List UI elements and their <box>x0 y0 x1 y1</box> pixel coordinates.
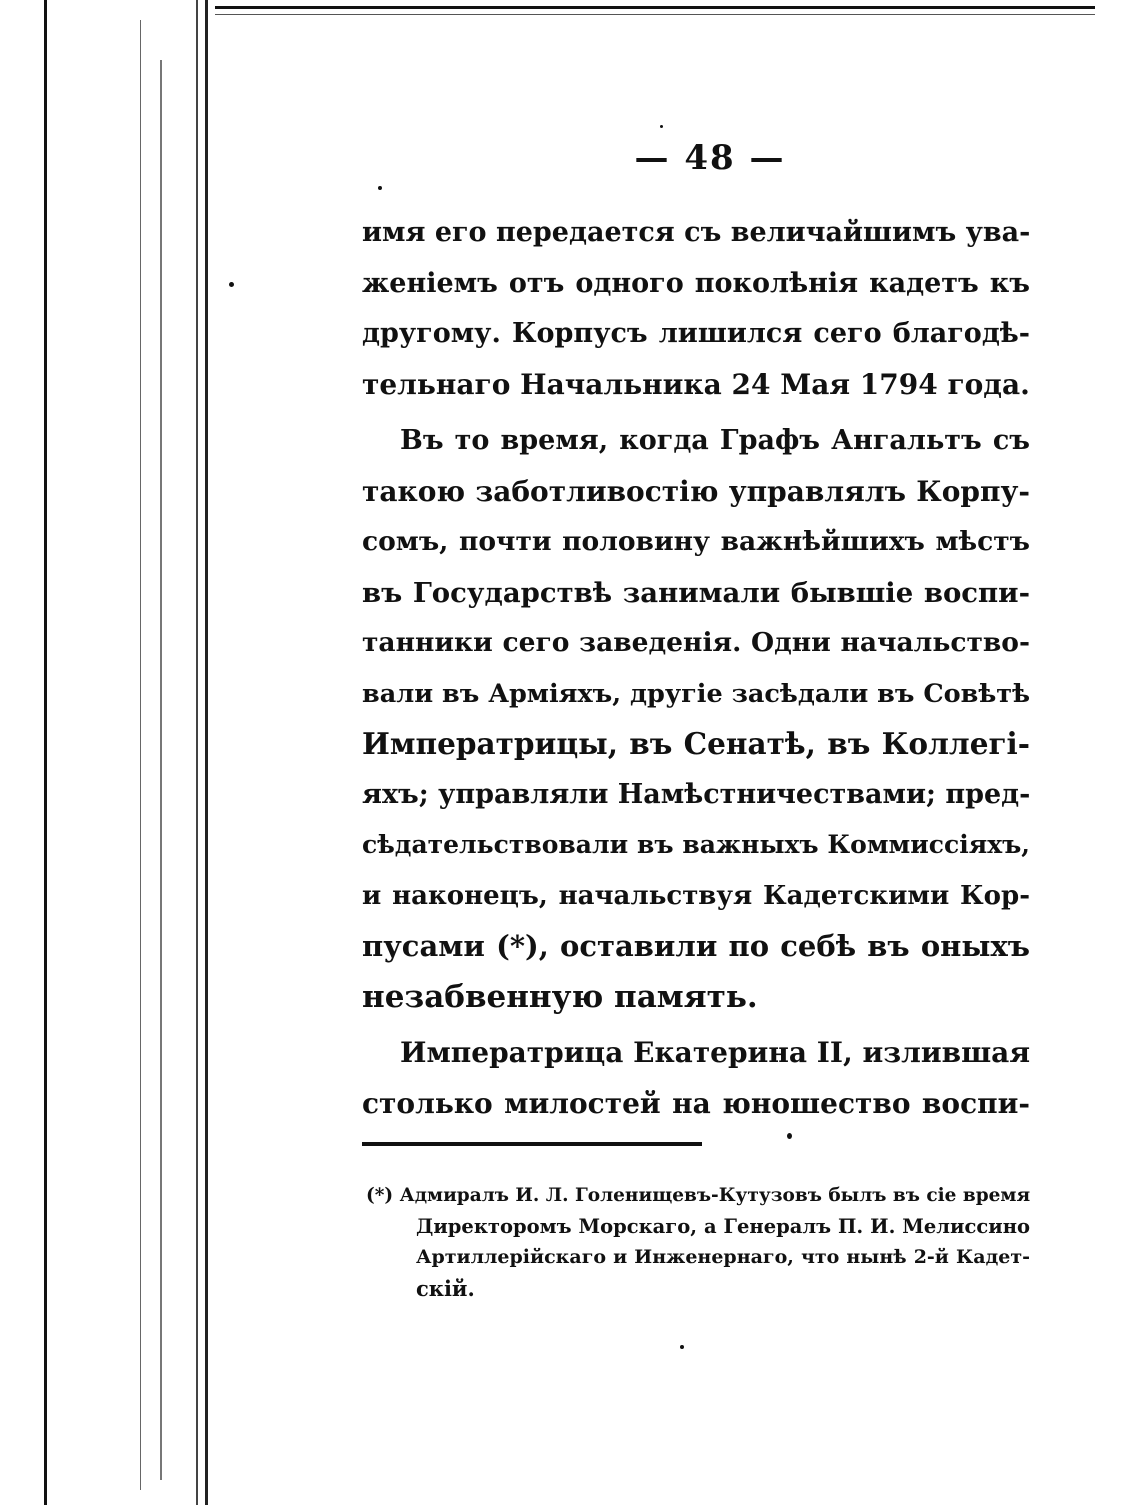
footnote-divider <box>362 1142 702 1146</box>
text-line: Императрица Екатерина II, излившая <box>400 1036 1030 1069</box>
text-line: въ Государствѣ занимали бывшіе воспи- <box>362 576 1030 609</box>
text-line: тельнаго Начальника 24 Мая 1794 года. <box>362 367 1030 401</box>
scan-speck <box>229 282 234 287</box>
top-scan-rule <box>215 6 1095 9</box>
footnote-line: Артиллерійскаго и Инженернаго, что нынѣ 2-й Кадет- <box>416 1246 1030 1268</box>
scan-speck <box>680 1345 684 1349</box>
text-line: и наконецъ, начальствуя Кадетскими Кор- <box>362 880 1030 911</box>
text-line: столько милостей на юношество воспи- <box>362 1086 1030 1120</box>
text-line: сѣдательствовали въ важныхъ Коммиссіяхъ, <box>362 830 1030 859</box>
scan-speck <box>378 186 382 190</box>
left-scan-edge <box>44 0 47 1505</box>
text-line: такою заботливостію управлялъ Корпу- <box>362 474 1030 508</box>
left-scan-edge <box>205 0 208 1505</box>
text-line: яхъ; управляли Намѣстничествами; пред- <box>362 778 1031 810</box>
text-line: сомъ, почти половину важнѣйшихъ мѣстъ <box>362 526 1030 557</box>
text-line: имя его передается съ величайшимъ ува- <box>362 217 1031 248</box>
text-line: незабвенную память. <box>362 978 758 1015</box>
text-line: вали въ Арміяхъ, другіе засѣдали въ Совѣтѣ <box>362 678 1030 709</box>
top-scan-rule-thin <box>215 14 1095 15</box>
footnote-line: (*) Адмиралъ И. Л. Голенищевъ-Кутузовъ былъ въ сіе время <box>366 1185 1031 1206</box>
scan-speck <box>787 1133 792 1139</box>
paragraph-2 <box>362 416 1030 1022</box>
text-line: женіемъ отъ одного поколѣнія кадетъ къ <box>362 267 1030 299</box>
left-scan-edge <box>196 0 198 1505</box>
scan-speck <box>660 125 663 128</box>
paragraph-3 <box>362 1028 1030 1129</box>
footnote-line: Директоромъ Морскаго, а Генералъ П. И. Мелиссино <box>416 1215 1030 1238</box>
body-text <box>362 208 1030 1129</box>
footnote-line: скій. <box>416 1276 475 1301</box>
text-line: Въ то время, когда Графъ Ангальтъ съ <box>400 425 1030 456</box>
left-scan-edge <box>160 60 162 1480</box>
paragraph-1 <box>362 208 1030 410</box>
text-line: танники сего заведенія. Одни начальство- <box>362 627 1030 658</box>
footnote <box>366 1180 1030 1304</box>
text-line: другому. Корпусъ лишился сего благодѣ- <box>362 318 1030 349</box>
page-number: — 48 — <box>634 138 786 178</box>
text-line: пусами (*), оставили по себѣ въ оныхъ <box>362 929 1030 963</box>
left-scan-edge <box>140 20 141 1490</box>
text-line: Императрицы, въ Сенатѣ, въ Коллегі- <box>362 726 1030 761</box>
